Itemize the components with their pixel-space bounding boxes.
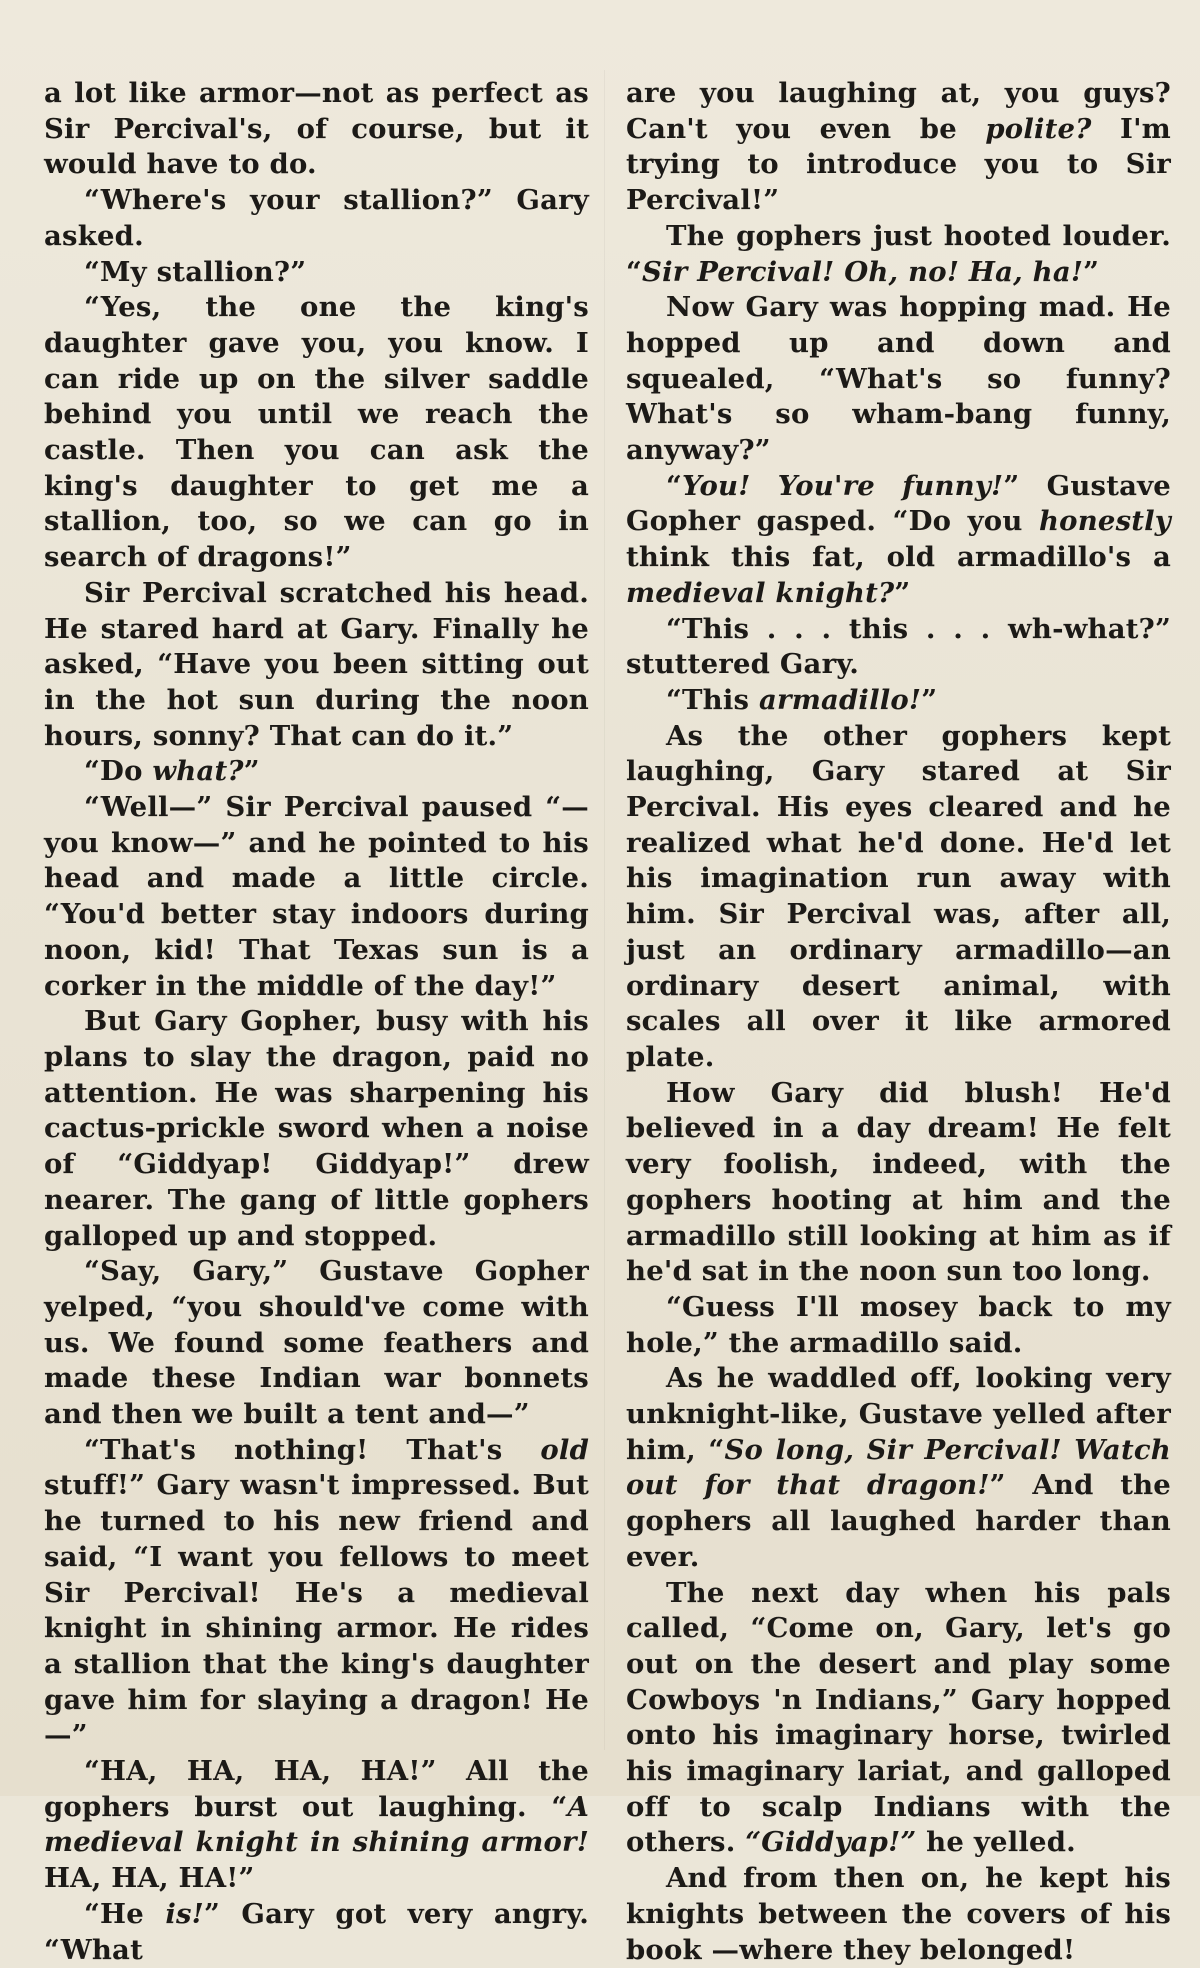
paragraph: As the other gophers kept laughing, Gary stared at Sir Percival. His eyes cleared and he realized what he'd done. He'd let his imagination run away with him. Sir Percival was, after all, just an ordinary armadillo—an ordinary desert animal, with scales all over it like armored plate.	[626, 719, 1171, 1073]
paragraph: “Where's your stallion?” Gary asked.	[44, 184, 589, 252]
paragraph: “This . . . this . . . wh-what?” stuttered Gary.	[626, 612, 1171, 681]
paragraph: “This armadillo!”	[666, 683, 938, 716]
paragraph: “Say, Gary,” Gustave Gopher yelped, “you should've come with us. We found some feathers and made these Indian war bonnets and then we built a tent and—”	[44, 1255, 589, 1431]
paragraph: Now Gary was hopping mad. He hopped up and down and squealed, “What's so funny? What's so wham-bang funny, anyway?”	[626, 291, 1171, 467]
paragraph: “You! You're funny!” Gustave Gopher gasped. “Do you honestly think this fat, old armadillo's a medieval knight?”	[626, 469, 1171, 609]
left-column	[44, 76, 589, 1968]
paragraph: “Guess I'll mosey back to my hole,” the armadillo said.	[626, 1290, 1171, 1359]
paragraph: Sir Percival scratched his head. He stared hard at Gary. Finally he asked, “Have you been sitting out in the hot sun during the noon hours, sonny? That can do it.”	[44, 576, 589, 752]
paragraph: a lot like armor—not as perfect as Sir Percival's, of course, but it would have to do.	[44, 77, 589, 181]
paragraph: “That's nothing! That's old stuff!” Gary wasn't impressed. But he turned to his new friend and said, “I want you fellows to meet Sir Percival! He's a medieval knight in shining armor. He rides a stallion that the king's daughter gave him for slaying a dragon! He—”	[44, 1433, 589, 1752]
paragraph: As he waddled off, looking very unknight-like, Gustave yelled after him, “So long, Sir Percival! Watch out for that dragon!” And the gophers all laughed harder than ever.	[626, 1362, 1171, 1573]
paragraph: How Gary did blush! He'd believed in a day dream! He felt very foolish, indeed, with the gophers hooting at him and the armadillo still looking at him as if he'd sat in the noon sun too long.	[626, 1076, 1171, 1288]
paragraph: “Yes, the one the king's daughter gave you, you know. I can ride up on the silver saddle behind you until we reach the castle. Then you can ask the king's daughter to get me a stallion, too, so we can go in search of dragons!”	[44, 291, 589, 574]
column-gutter	[604, 70, 605, 1750]
paragraph: “Do what?”	[84, 755, 260, 788]
paragraph: And from then on, he kept his knights between the covers of his book —where they belonged!	[626, 1862, 1171, 1966]
paragraph: “He is!” Gary got very angry. “What	[44, 1897, 589, 1966]
paragraph: But Gary Gopher, busy with his plans to slay the dragon, paid no attention. He was sharpening his cactus-prickle sword when a noise of “Giddyap! Giddyap!” drew nearer. The gang of little gophers galloped up and stopped.	[44, 1005, 589, 1252]
paragraph: The gophers just hooted louder. “Sir Percival! Oh, no! Ha, ha!”	[626, 219, 1171, 288]
paragraph: are you laughing at, you guys? Can't you even be polite? I'm trying to introduce you to Sir Percival!”	[626, 77, 1171, 217]
paragraph: “My stallion?”	[84, 255, 307, 288]
right-column	[626, 76, 1171, 1968]
paragraph: The next day when his pals called, “Come on, Gary, let's go out on the desert and play some Cowboys 'n Indians,” Gary hopped onto his imaginary horse, twirled his imaginary lariat, and galloped off to scalp Indians with the others. “Giddyap!” he yelled.	[626, 1576, 1171, 1859]
paragraph: “HA, HA, HA, HA!” All the gophers burst out laughing. “A medieval knight in shining armor! HA, HA, HA!”	[44, 1755, 589, 1895]
paragraph: “Well—” Sir Percival paused “—you know—” and he pointed to his head and made a little circle. “You'd better stay indoors during noon, kid! That Texas sun is a corker in the middle of the day!”	[44, 791, 589, 1002]
